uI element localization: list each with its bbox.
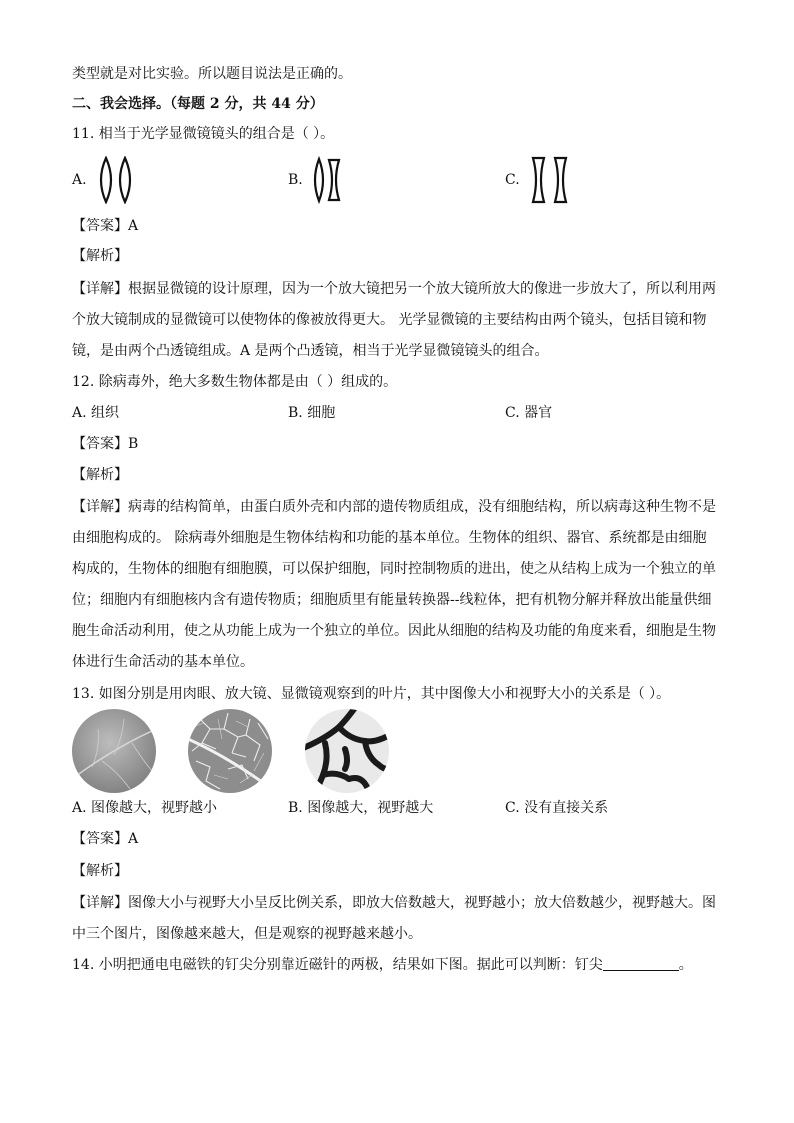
answer-11: 【答案】A xyxy=(72,218,139,234)
option-b-label: B. xyxy=(288,172,303,188)
explanation-12-line: 位；细胞内有细胞核内含有遗传物质；细胞质里有能量转换器--线粒体，把有机物分解并释放出能量供细 xyxy=(72,592,712,608)
analysis-label-11: 【解析】 xyxy=(72,248,128,264)
answer-13: 【答案】A xyxy=(72,831,139,847)
question-14 xyxy=(72,955,693,975)
answer-12: 【答案】B xyxy=(72,436,139,452)
leaf-magnifier-image xyxy=(188,709,272,793)
explanation-12-line: 由细胞构成的。 除病毒外细胞是生物体结构和功能的基本单位。生物体的组织、器官、系统都是由细胞 xyxy=(72,530,707,546)
explanation-11-line: 【详解】根据显微镜的设计原理，因为一个放大镜把另一个放大镜所放大的像进一步放大了，所以利用两 xyxy=(72,281,716,297)
answer-blank xyxy=(603,956,679,971)
option-a-label: A. xyxy=(72,172,87,188)
option-a: A. 组织 xyxy=(72,405,120,421)
explanation-12-line: 胞生命活动利用，使之从功能上成为一个独立的单位。因此从细胞的结构及功能的角度来看，细胞是生物 xyxy=(72,623,716,639)
explanation-11-line: 镜，是由两个凸透镜组成。A 是两个凸透镜，相当于光学显微镜镜头的组合。 xyxy=(72,343,549,359)
option-a: A. 图像越大，视野越小 xyxy=(72,800,218,816)
question-14-end: 。 xyxy=(678,957,693,973)
explanation-13-line: 中三个图片，图像越来越大，但是观察的视野越来越小。 xyxy=(72,926,422,942)
concave-lens-pair-icon xyxy=(530,155,574,207)
explanation-11-line: 个放大镜制成的显微镜可以使物体的像被放得更大。 光学显微镜的主要结构由两个镜头，包括目镜和物 xyxy=(72,312,707,328)
leaf-naked-eye-image xyxy=(72,709,156,793)
analysis-label-13: 【解析】 xyxy=(72,863,128,879)
explanation-12-line: 体进行生命活动的基本单位。 xyxy=(72,654,254,670)
option-c-label: C. xyxy=(505,172,520,188)
question-14-text: 14. 小明把通电电磁铁的钉尖分别靠近磁针的两极，结果如下图。据此可以判断：钉尖 xyxy=(72,957,603,973)
option-c: C. 没有直接关系 xyxy=(505,800,609,816)
section-heading: 二、我会选择。（每题 2 分，共 44 分） xyxy=(72,96,324,112)
analysis-label-12: 【解析】 xyxy=(72,467,128,483)
question-11: 11. 相当于光学显微镜镜头的组合是（ ）。 xyxy=(72,126,335,142)
convex-lens-pair-icon xyxy=(96,156,138,204)
leaf-microscope-image xyxy=(305,709,389,793)
explanation-13-line: 【详解】图像大小与视野大小呈反比例关系，即放大倍数越大，视野越小；放大倍数越少，视野越大。图 xyxy=(72,895,716,911)
option-b: B. 细胞 xyxy=(288,405,336,421)
question-12: 12. 除病毒外，绝大多数生物体都是由（ ）组成的。 xyxy=(72,374,398,390)
explanation-12-line: 【详解】病毒的结构简单，由蛋白质外壳和内部的遗传物质组成，没有细胞结构，所以病毒这种生物不是 xyxy=(72,499,716,515)
convex-concave-lens-icon xyxy=(310,156,346,204)
explanation-12-line: 构成的，生物体的细胞有细胞膜，可以保护细胞，同时控制物质的进出，使之从结构上成为一个独立的单 xyxy=(72,561,716,577)
option-c: C. 器官 xyxy=(505,405,553,421)
text-line: 类型就是对比实验。所以题目说法是正确的。 xyxy=(72,66,352,82)
option-b: B. 图像越大，视野越大 xyxy=(288,800,434,816)
question-13: 13. 如图分别是用肉眼、放大镜、显微镜观察到的叶片，其中图像大小和视野大小的关系是（ ）。 xyxy=(72,686,671,702)
